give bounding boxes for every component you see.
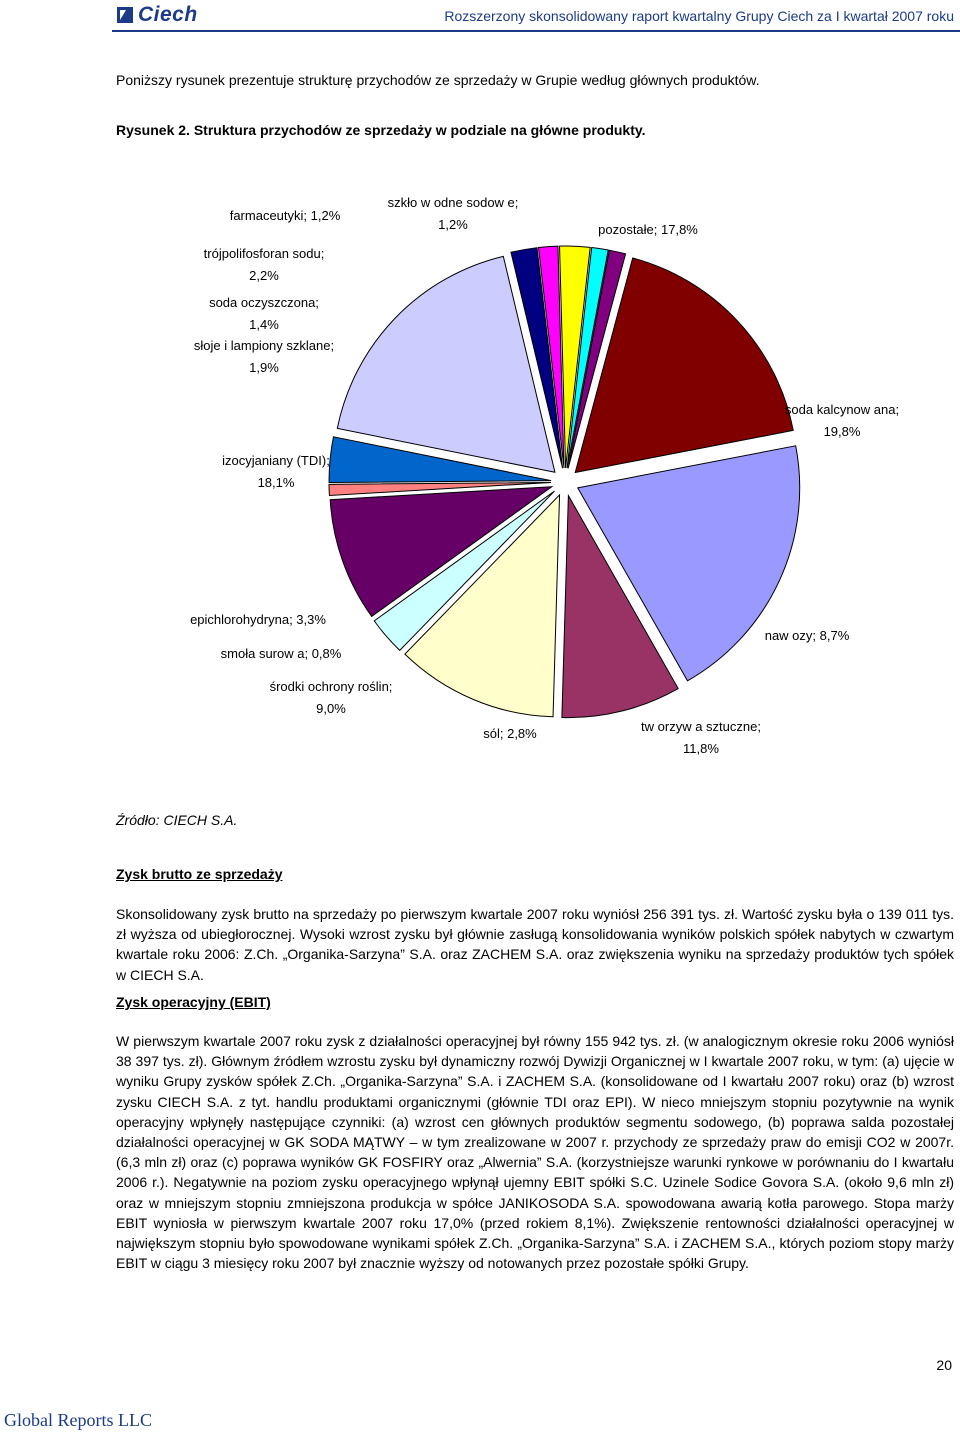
header-divider [112,30,960,32]
figure-title: Rysunek 2. Struktura przychodów ze sprzedaży w podziale na główne produkty. [116,122,646,138]
page-number: 20 [936,1357,952,1373]
section-heading-ebit: Zysk operacyjny (EBIT) [116,994,271,1010]
report-title: Rozszerzony skonsolidowany raport kwartalny Grupy Ciech za I kwartał 2007 roku [444,8,954,24]
slice-label-3: pozostałe; 17,8% [598,222,698,237]
slice-label-1: farmaceutyki; 1,2% [229,208,341,223]
ciech-logo-icon [116,6,134,24]
slice-label-6: słoje i lampiony szklane; 1,9% [193,338,335,375]
section-heading-gross-profit: Zysk brutto ze sprzedaży [116,866,283,882]
slice-label-8: izocyjaniany (TDI); 18,1% [222,453,330,490]
section-text-gross-profit: Skonsolidowany zysk brutto na sprzedaży po pierwszym kwartale 2007 roku wyniósł 256 391 tys. zł. Wartość zysku była o 139 011 tys. zł wyższa od ubiegłorocznej. Wysoki wzrost zysku był głównie zasługą konsolidowania wyników polskich spółek nabytych w czwartym kwartale roku 2006: Z.Ch. „Organika-Sarzyna” S.A. oraz ZACHEM S.A. oraz zwiększenia wyniku na sprzedaży produktów tych spółek w CIECH S.A. [116,906,954,983]
intro-paragraph: Poniższy rysunek prezentuje strukturę przychodów ze sprzedaży w Grupie według głównych produktów. [116,72,760,88]
slice-label-11: naw ozy; 8,7% [764,628,850,643]
figure-source: Źródło: CIECH S.A. [116,812,238,828]
slice-label-14: tw orzyw a sztuczne; 11,8% [641,719,761,756]
section-text-ebit: W pierwszym kwartale 2007 roku zysk z działalności operacyjnej był równy 155 942 tys. zł. (w analogicznym okresie roku 2006 wyniósł 38 397 tys. zł). Głównym źródłem wzrostu zysku był dynamiczny rozwój Dywizji Organicznej w I kwartale 2007 roku, w tym: (a) ujęcie w wyniku Grupy zysków spółek Z.Ch. „Organika-Sarzyna” S.A. i ZACHEM S.A. (konsolidowane od I kwartału 2007 roku) oraz (b) wzrost zysku CIECH S.A. z tyt. handlu produktami organicznymi (głównie TDI oraz EPI). W nieco mniejszym stopniu pozytywnie na wynik operacyjny wpłynęły następujące czynniki: (a) wzrost cen głównych produktów segmentu sodowego, (b) poprawa salda pozostałej działalności operacyjnej w GK SODA MĄTWY – w tym zrealizowane w 2007 r. przychody ze sprzedaży praw do emisji CO2 w 2007r. (6,3 mln zł) oraz (c) poprawa wyników GK FOSFIRY oraz „Alwernia” S.A. (korzystniejsze warunki rynkowe w porównaniu do I kwartału 2006 r.). Negatywnie na poziom zysku operacyjnego wpłynął ujemny EBIT spółki S.C. Uzinele Sodice Govora S.A. (około 9,6 mln zł) oraz w mniejszym stopniu zmniejszona produkcja w spółce JANIKOSODA S.A. spowodowana awarią kotła parowego. Stopa marży EBIT wyniosła w pierwszym kwartale 2007 roku 17,0% (przed rokiem 8,1%). Zwiększenie rentowności działalności operacyjnej w największym stopniu było spowodowane wynikami spółek Z.Ch. „Organika-Sarzyna” S.A. i ZACHEM S.A., których poziom stopy marży EBIT w ciągu 3 miesięcy roku 2007 był znacznie wyższy od notowanych przez pozostałe spółki Grupy. [116,1033,954,1272]
slice-label-4: trójpolifosforan sodu; 2,2% [203,246,325,283]
slice-label-10: smoła surow a; 0,8% [220,646,342,661]
slice-label-12: środki ochrony roślin; 9,0% [269,679,393,716]
slice-label-13: sól; 2,8% [483,726,537,741]
page-header [0,0,960,32]
ciech-logo [116,4,198,26]
logo-text: Ciech [138,3,198,26]
slice-label-9: epichlorohydryna; 3,3% [190,612,326,627]
footer-brand: Global Reports LLC [4,1410,152,1430]
slice-label-7: soda kalcynow ana; 19,8% [784,402,900,439]
slice-label-5: soda oczyszczona; 1,4% [209,295,319,332]
slice-label-2: szkło w odne sodow e; 1,2% [387,195,519,232]
revenue-structure-pie-chart [0,150,960,790]
